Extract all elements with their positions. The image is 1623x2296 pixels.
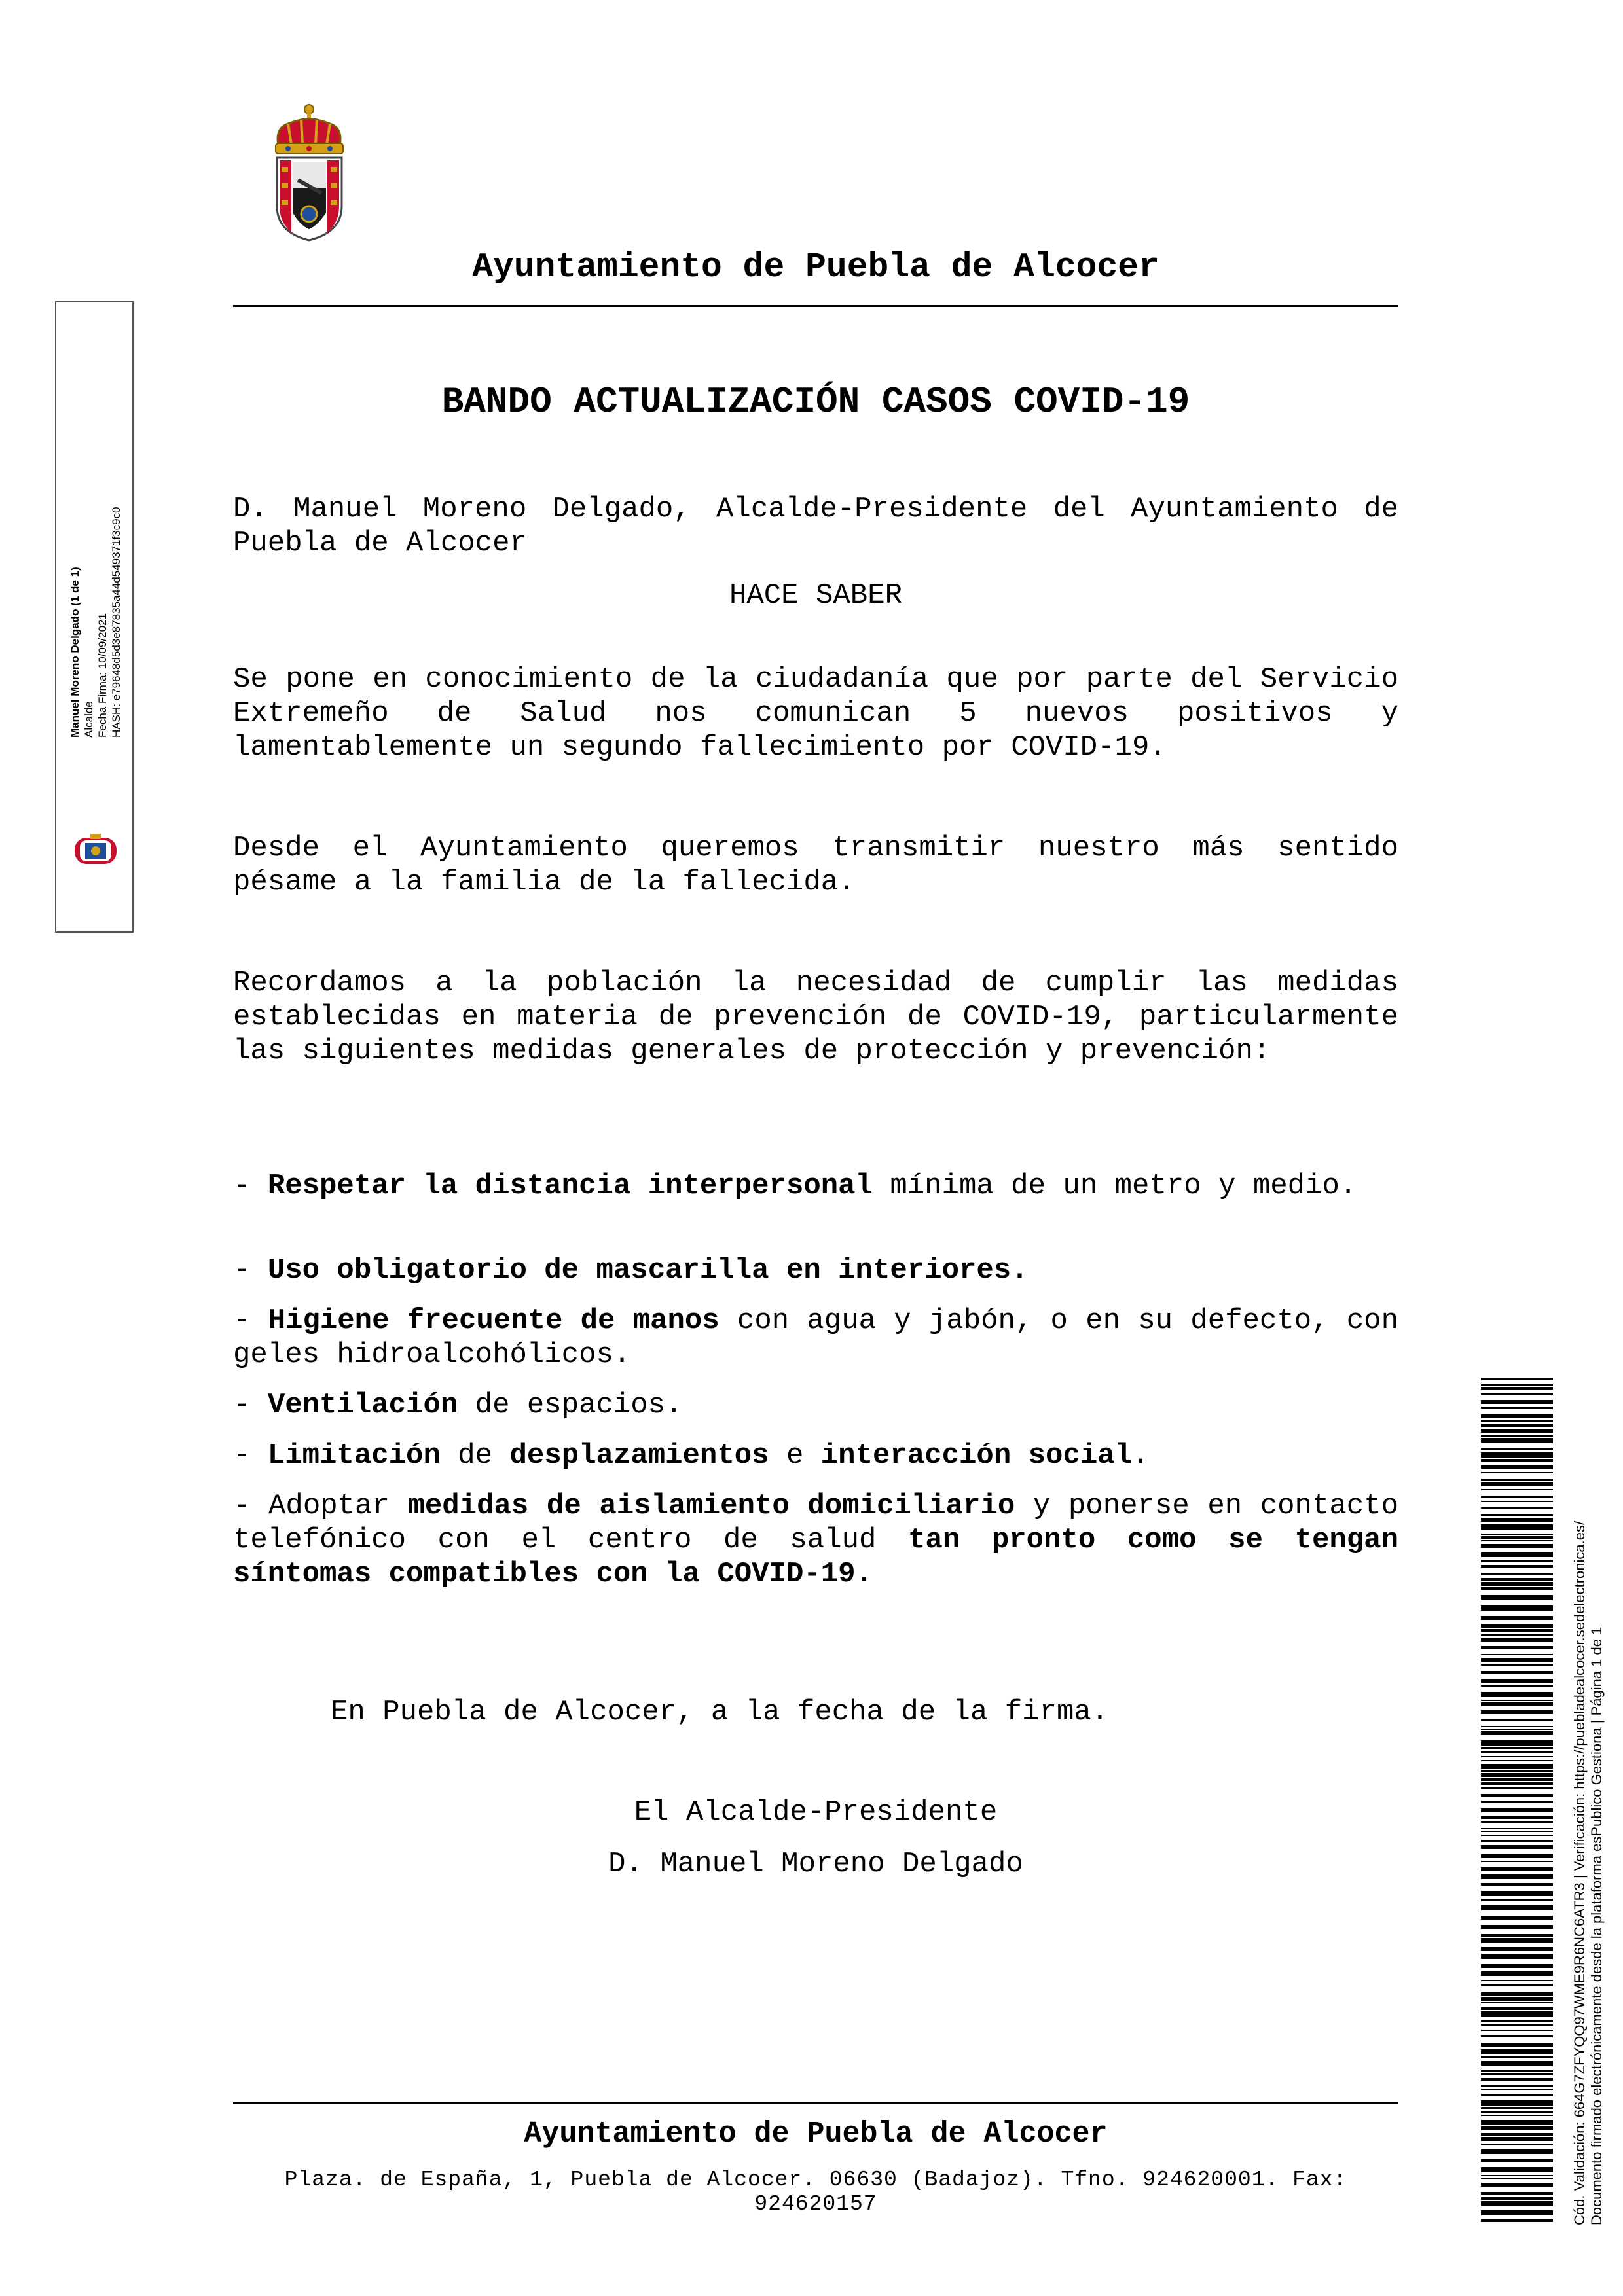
paragraph-condolences: Desde el Ayuntamiento queremos transmitir nuestro más sentido pésame a la familia de la fallecida. [233, 832, 1398, 899]
crown-icon [276, 105, 343, 154]
measure-hygiene: - Higiene frecuente de manos con agua y jabón, o en su defecto, con geles hidroalcohólicos. [233, 1304, 1398, 1371]
signer-line: Manuel Moreno Delgado (1 de 1) [69, 567, 81, 738]
measure-ventilation: - Ventilación de espacios. [233, 1389, 683, 1422]
small-coat-of-arms-icon [71, 833, 120, 868]
paragraph-positives: Se pone en conocimiento de la ciudadanía que por parte del Servicio Extremeño de Salud nos comunican 5 nuevos positivos y lamentablemente un segundo fallecimiento por COVID-19. [233, 663, 1398, 764]
signer-role-line: Alcalde [82, 701, 95, 738]
document-title: BANDO ACTUALIZACIÓN CASOS COVID-19 [441, 381, 1190, 423]
header-title: Ayuntamiento de Puebla de Alcocer [472, 247, 1159, 287]
measure-distance: - Respetar la distancia interpersonal mínima de un metro y medio. [233, 1170, 1357, 1202]
footer-divider [233, 2102, 1398, 2104]
signature-date: Fecha Firma: 10/09/2021 [96, 613, 109, 738]
hace-saber-heading: HACE SABER [729, 579, 903, 612]
signer-name: D. Manuel Moreno Delgado [608, 1848, 1023, 1880]
footer-address: Plaza. de España, 1, Puebla de Alcocer. 06630 (Badajoz). Tfno. 924620001. Fax: 924620157 [284, 2168, 1347, 2216]
signer-role: El Alcalde-Presidente [634, 1796, 998, 1829]
paragraph-reminder: Recordamos a la población la necesidad de cumplir las medidas establecidas en materia de prevención de COVID-19, particularmente las siguientes medidas generales de protección y prevención: [233, 967, 1398, 1067]
measure-limitation: - Limitación de desplazamientos e interacción social. [233, 1439, 1150, 1472]
header-divider [233, 305, 1398, 307]
intro-paragraph: D. Manuel Moreno Delgado, Alcalde-Presidente del Ayuntamiento de Puebla de Alcocer [233, 493, 1398, 560]
signature-stamp [55, 301, 134, 933]
coat-of-arms-logo [265, 101, 354, 242]
footer-title: Ayuntamiento de Puebla de Alcocer [524, 2117, 1108, 2151]
barcode-icon [1481, 1378, 1553, 2225]
validation-text [1571, 1521, 1605, 2225]
measure-mask: - Uso obligatorio de mascarilla en interiores. [233, 1254, 1029, 1287]
signature-hash: HASH: e79648d5d3e87835a44d549371f3c9c0 [110, 507, 122, 738]
measure-isolation: - Adoptar medidas de aislamiento domiciliario y ponerse en contacto telefónico con el centro de salud tan pronto como se tengan síntomas compatibles con la COVID-19. [233, 1490, 1398, 1590]
validation-platform: Documento firmado electrónicamente desde la plataforma esPublico Gestiona | Página 1 de 1 [1588, 1626, 1605, 2225]
validation-code: Cód. Validación: 664G7ZFYQQ97WME9R6NC6ATR3 | Verificación: https://puebladealcocer.sedelectronica.es/ [1571, 1520, 1588, 2225]
place-date: En Puebla de Alcocer, a la fecha de la firma. [331, 1696, 1109, 1729]
